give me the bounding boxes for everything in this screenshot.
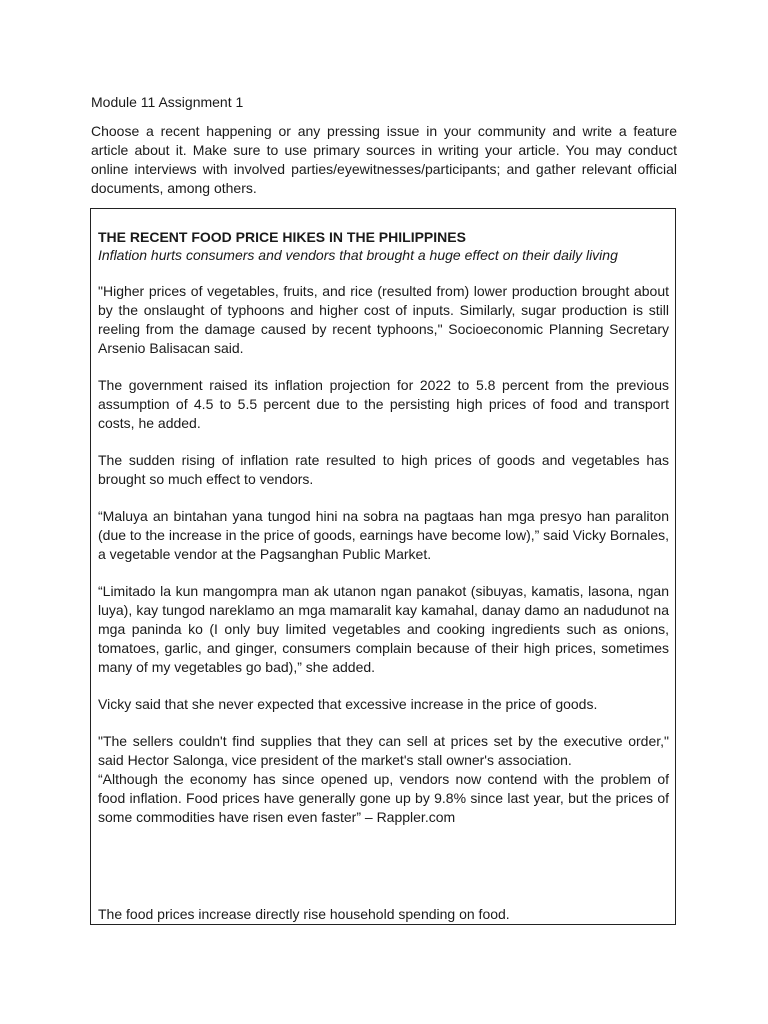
assignment-title: Module 11 Assignment 1 xyxy=(91,94,244,110)
article-paragraph: The government raised its inflation projection for 2022 to 5.8 percent from the previous assumption of 4.5 to 5.5 percent due to the persisting high prices of food and transport costs, he added. xyxy=(98,377,669,431)
article-quote-rappler: “Although the economy has since opened up, vendors now contend with the problem of food inflation. Food prices have generally gone up by 9.8% since last year, but the prices of some commodities have risen even faster” – Rappler.com xyxy=(98,771,669,825)
article-paragraph: “Limitado la kun mangompra man ak utanon ngan panakot (sibuyas, kamatis, lasona, ngan luya), kay tungod nareklamo an mga mamaralit kay kamahal, danay damo an nadudunot na mga paninda ko (I only buy limited vegetables and cooking ingredients such as onions, tomatoes, garlic, and ginger, consumers complain because of their high prices, sometimes many of my vegetables go bad),” she added. xyxy=(98,583,669,675)
article-headline: THE RECENT FOOD PRICE HIKES IN THE PHILIPPINES xyxy=(98,229,466,245)
article-closing-line: The food prices increase directly rise household spending on food. xyxy=(98,906,510,922)
article-quote-salonga: "The sellers couldn't find supplies that they can sell at prices set by the executive order," said Hector Salonga, vice president of the market's stall owner's association. xyxy=(98,733,669,768)
assignment-instructions: Choose a recent happening or any pressing issue in your community and write a feature article about it. Make sure to use primary sources in writing your article. You may conduct online interviews with involved parties/eyewitnesses/participants; and gather relevant official documents, among others. xyxy=(91,123,677,196)
article-paragraph: “Maluya an bintahan yana tungod hini na sobra na pagtaas han mga presyo han paraliton (due to the increase in the price of goods, earnings have become low),” said Vicky Bornales, a vegetable vendor at the Pagsanghan Public Market. xyxy=(98,508,669,562)
article-paragraph: Vicky said that she never expected that excessive increase in the price of goods. xyxy=(98,696,598,712)
article-body xyxy=(98,228,669,827)
article-paragraph: "Higher prices of vegetables, fruits, and rice (resulted from) lower production brought about by the onslaught of typhoons and higher cost of inputs. Similarly, sugar production is still reeling from the damage caused by recent typhoons," Socioeconomic Planning Secretary Arsenio Balisacan said. xyxy=(98,283,669,356)
article-box xyxy=(90,208,676,925)
article-subheadline: Inflation hurts consumers and vendors that brought a huge effect on their daily living xyxy=(98,247,618,263)
article-paragraph: The sudden rising of inflation rate resulted to high prices of goods and vegetables has brought so much effect to vendors. xyxy=(98,452,669,487)
